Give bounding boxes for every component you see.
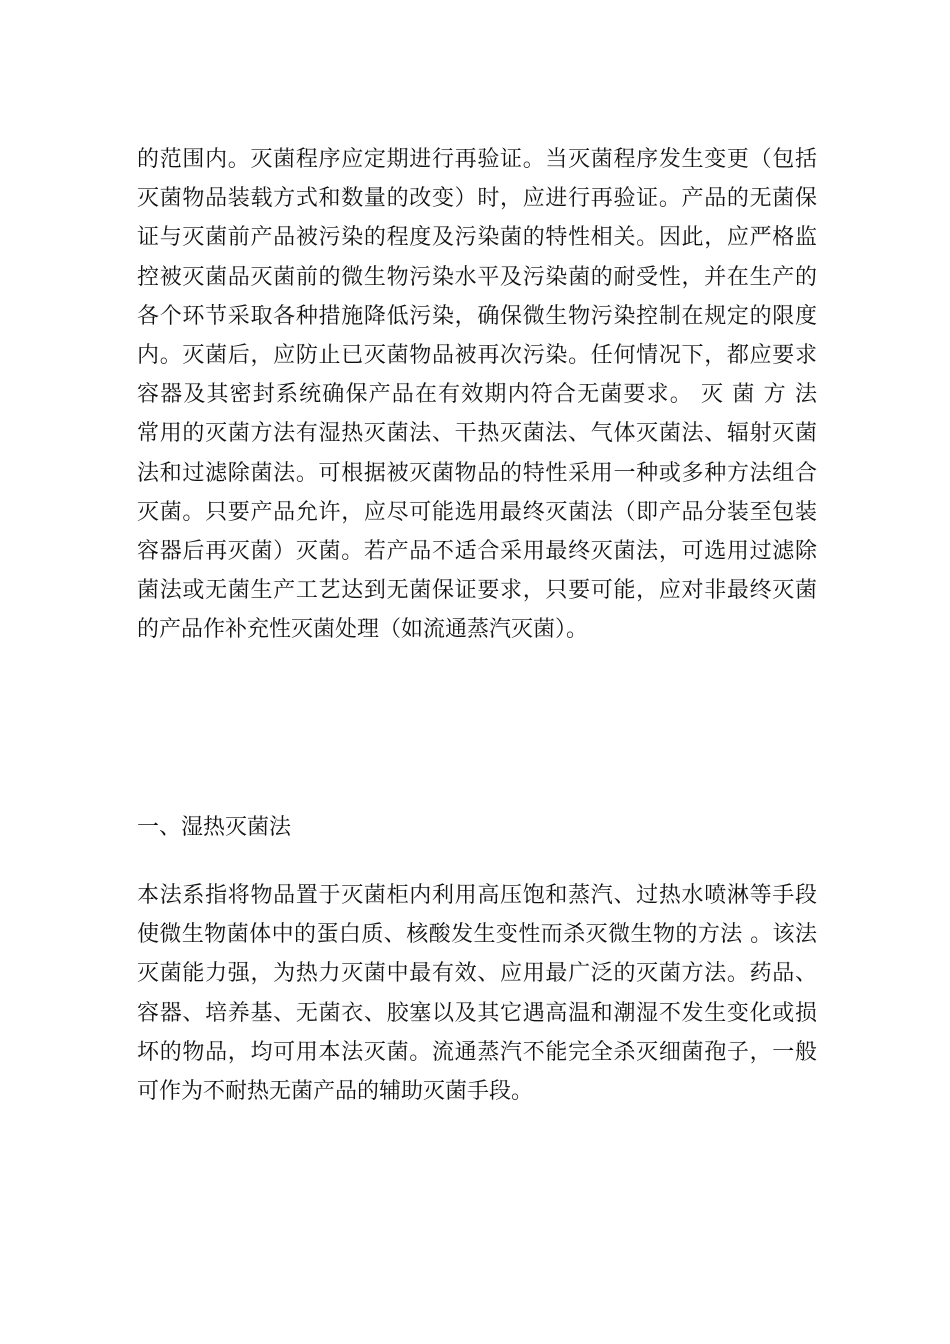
text-line: 的产品作补充性灭菌处理（如流通蒸汽灭菌）。: [137, 617, 589, 643]
text-line: 灭菌能力强，为热力灭菌中最有效、应用最广泛的灭菌方法。药品、: [137, 961, 817, 987]
text-line: 灭菌。只要产品允许，应尽可能选用最终灭菌法（即产品分装至包装: [137, 499, 817, 525]
text-line: 法和过滤除菌法。可根据被灭菌物品的特性采用一种或多种方法组合: [137, 460, 817, 486]
section-heading: [137, 808, 817, 847]
text-line: 灭菌物品装载方式和数量的改变）时，应进行再验证。产品的无菌保: [137, 186, 817, 212]
text-line: 本法系指将物品置于灭菌柜内利用高压饱和蒸汽、过热水喷淋等手段: [137, 883, 817, 908]
text-line: 菌法或无菌生产工艺达到无菌保证要求，只要可能，应对非最终灭菌: [137, 578, 817, 604]
text-line: 容器、培养基、无菌衣、胶塞以及其它遇高温和潮湿不发生变化或损: [137, 1000, 817, 1026]
text-line: 容器及其密封系统确保产品在有效期内符合无菌要求。 灭 菌 方 法: [137, 382, 817, 408]
body-paragraph: [137, 876, 817, 1111]
text-line: 控被灭菌品灭菌前的微生物污染水平及污染菌的耐受性，并在生产的: [137, 264, 817, 290]
text-line: 使微生物菌体中的蛋白质、核酸发生变性而杀灭微生物的方法 。该法: [137, 922, 817, 948]
text-line: 常用的灭菌方法有湿热灭菌法、干热灭菌法、气体灭菌法、辐射灭菌: [137, 421, 817, 447]
text-line: 坏的物品，均可用本法灭菌。流通蒸汽不能完全杀灭细菌孢子，一般: [137, 1039, 817, 1065]
text-line: 的范围内。灭菌程序应定期进行再验证。当灭菌程序发生变更（包括: [137, 147, 817, 172]
heading-text: 一、湿热灭菌法: [137, 815, 292, 840]
text-line: 容器后再灭菌）灭菌。若产品不适合采用最终灭菌法，可选用过滤除: [137, 538, 817, 564]
body-paragraph: [137, 140, 817, 649]
text-line: 内。灭菌后，应防止已灭菌物品被再次污染。任何情况下，都应要求: [137, 342, 817, 368]
text-line: 证与灭菌前产品被污染的程度及污染菌的特性相关。因此，应严格监: [137, 225, 817, 251]
text-line: 各个环节采取各种措施降低污染，确保微生物污染控制在规定的限度: [137, 303, 817, 329]
text-line: 可作为不耐热无菌产品的辅助灭菌手段。: [137, 1078, 534, 1104]
